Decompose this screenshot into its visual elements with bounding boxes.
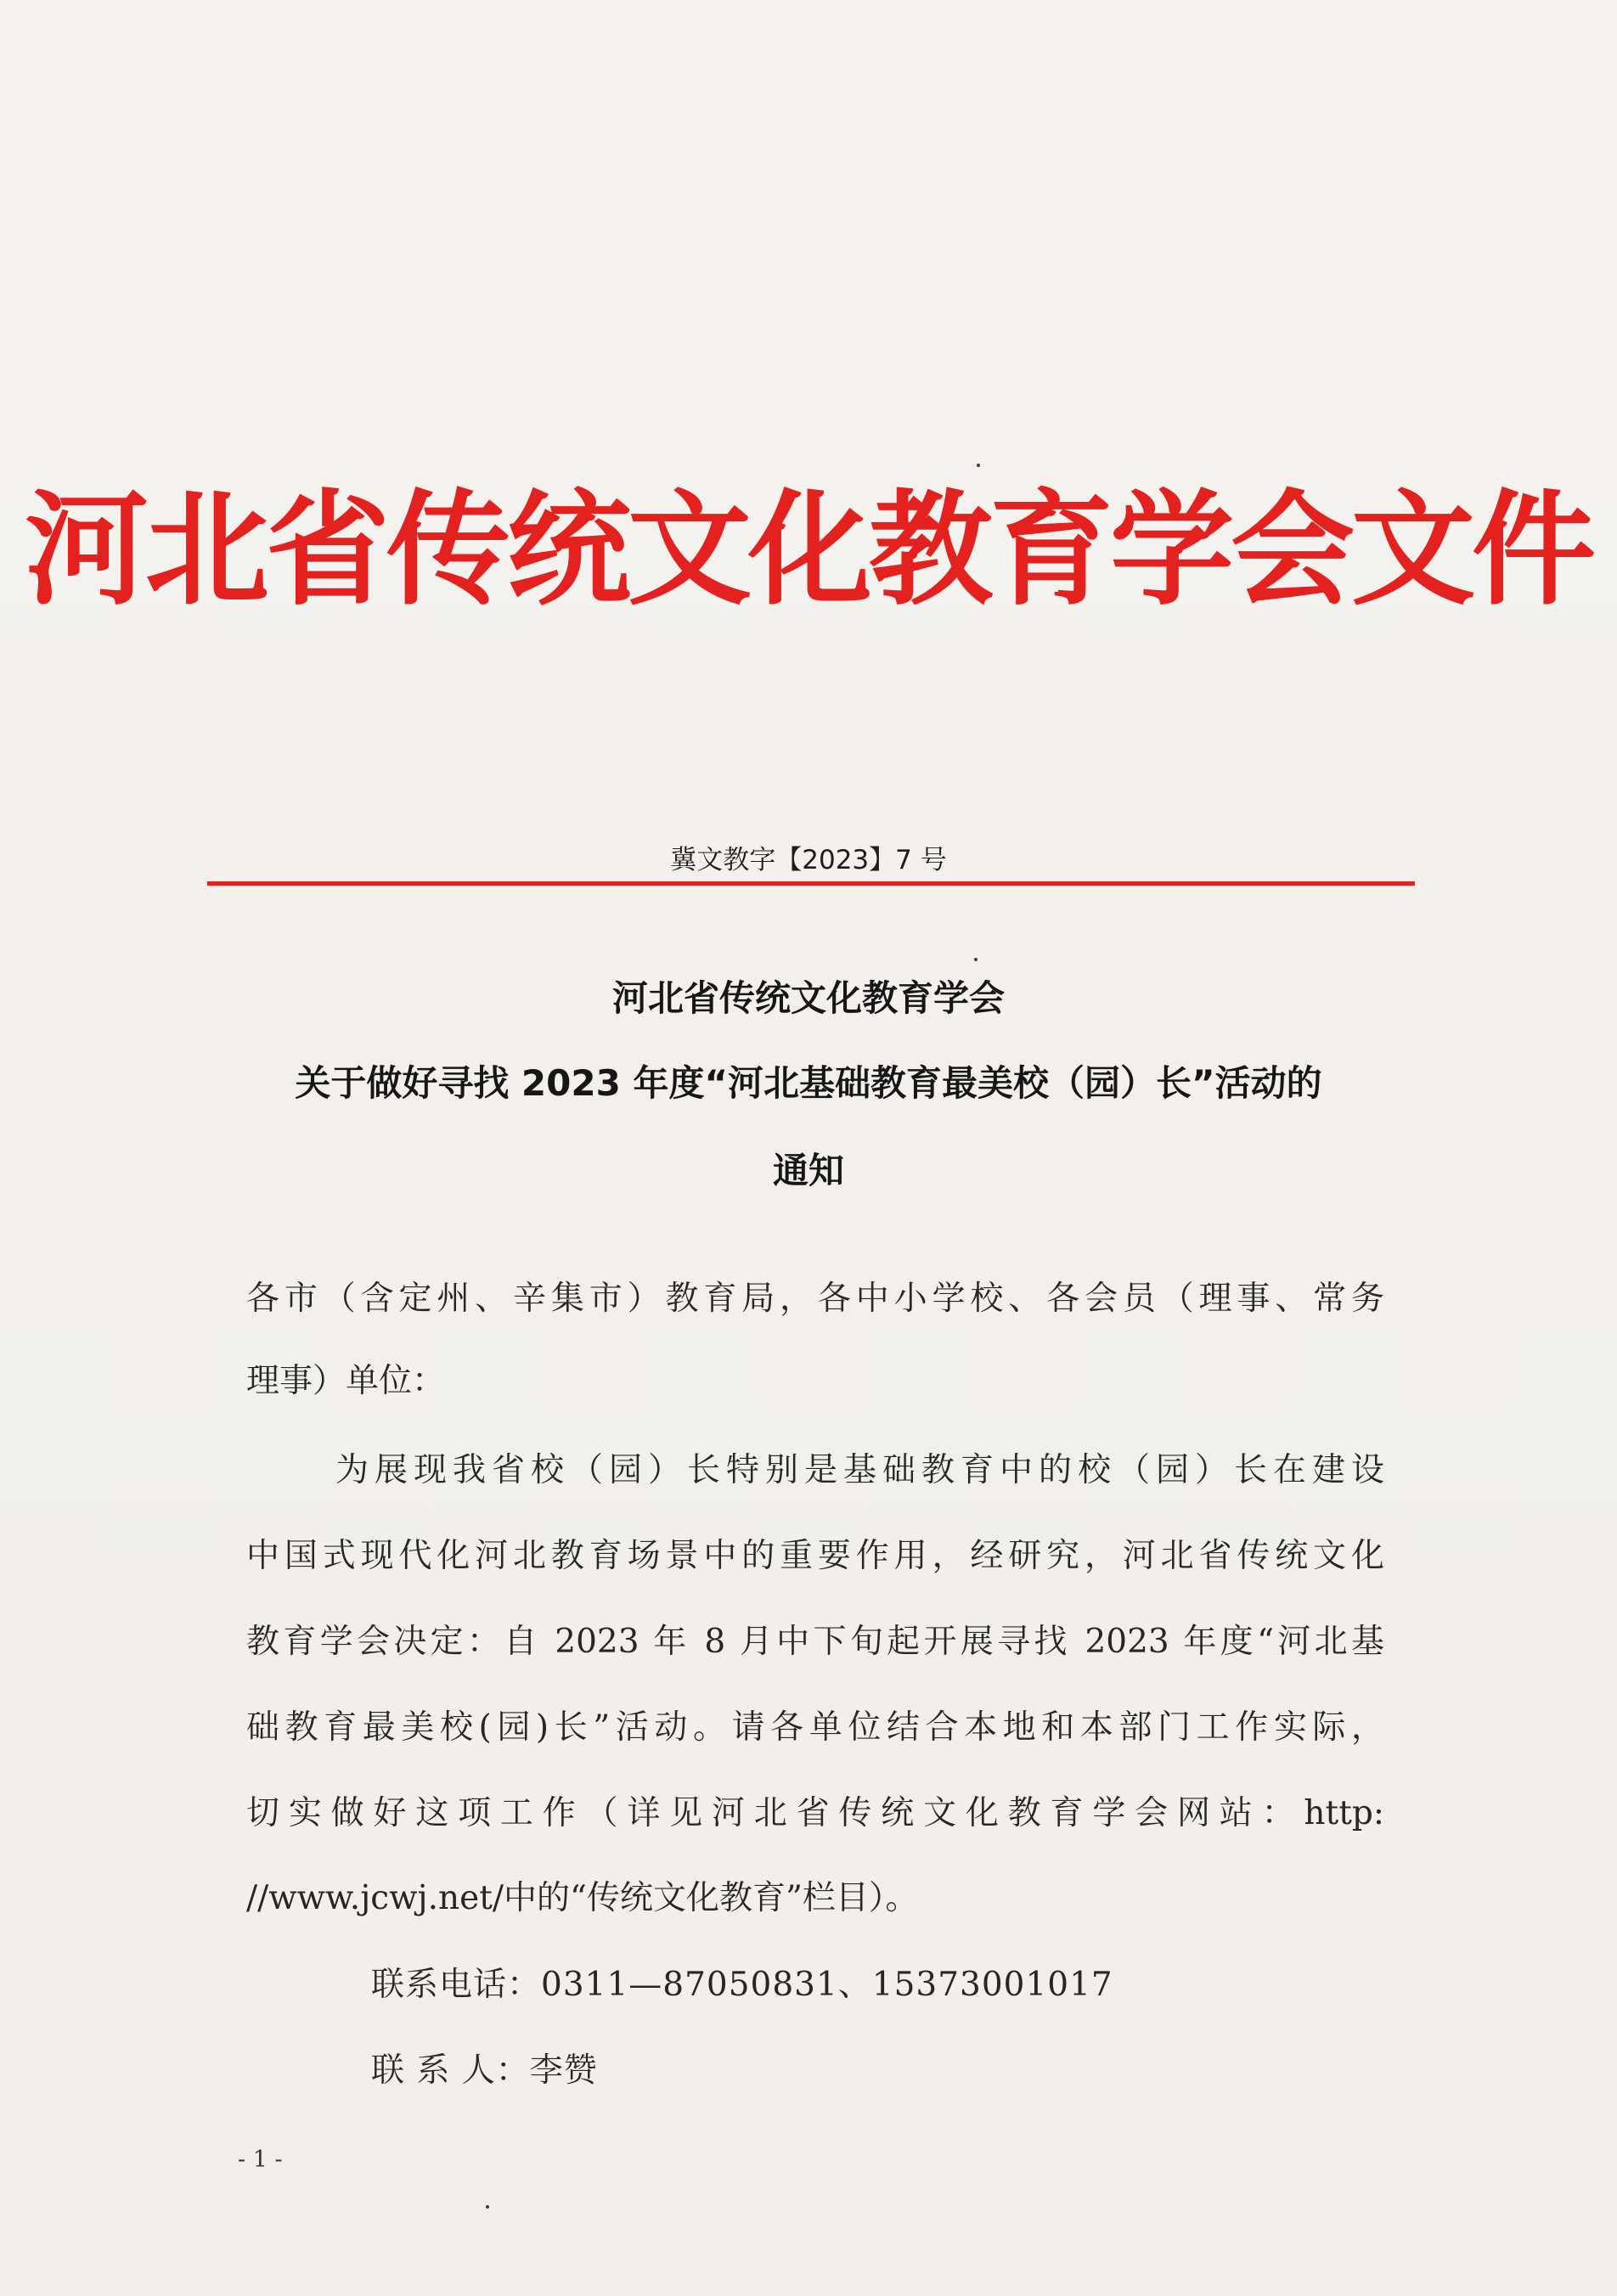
- notice-title-line-2: 关于做好寻找 2023 年度“河北基础教育最美校（园）长”活动的: [295, 1062, 1322, 1104]
- paragraph-line-4: 础教育最美校(园)长”活动。请各单位结合本地和本部门工作实际，: [246, 1708, 1384, 1747]
- scan-speck: [486, 2205, 489, 2209]
- page-number: - 1 -: [238, 2147, 283, 2173]
- scan-speck: [977, 464, 980, 467]
- paragraph-line-2: 中国式现代化河北教育场景中的重要作用，经研究，河北省传统文化: [246, 1537, 1384, 1575]
- contact-phone: 联系电话：0311—87050831、15373001017: [371, 1966, 1113, 2004]
- notice-title-line-3: 通知: [772, 1150, 844, 1191]
- document-number: 冀文教字【2023】7 号: [670, 845, 947, 875]
- paragraph-line-5: 切实做好这项工作（详见河北省传统文化教育学会网站：http:: [246, 1794, 1384, 1832]
- paragraph-line-3: 教育学会决定：自 2023 年 8 月中下旬起开展寻找 2023 年度“河北基: [246, 1623, 1384, 1661]
- scan-speck: [974, 958, 978, 961]
- notice-title-line-1: 河北省传统文化教育学会: [611, 977, 1005, 1019]
- paragraph-line-6: //www.jcwj.net/中的“传统文化教育”栏目）。: [246, 1879, 919, 1917]
- masthead-title: 河北省传统文化教育学会文件: [25, 477, 1592, 622]
- salutation-line-2: 理事）单位：: [246, 1362, 446, 1400]
- salutation-line-1: 各市（含定州、辛集市）教育局，各中小学校、各会员（理事、常务: [246, 1280, 1384, 1318]
- paragraph-line-1: 为展现我省校（园）长特别是基础教育中的校（园）长在建设: [335, 1451, 1384, 1489]
- contact-person: 联 系 人：李赞: [371, 2051, 598, 2090]
- red-divider-line: [207, 881, 1415, 886]
